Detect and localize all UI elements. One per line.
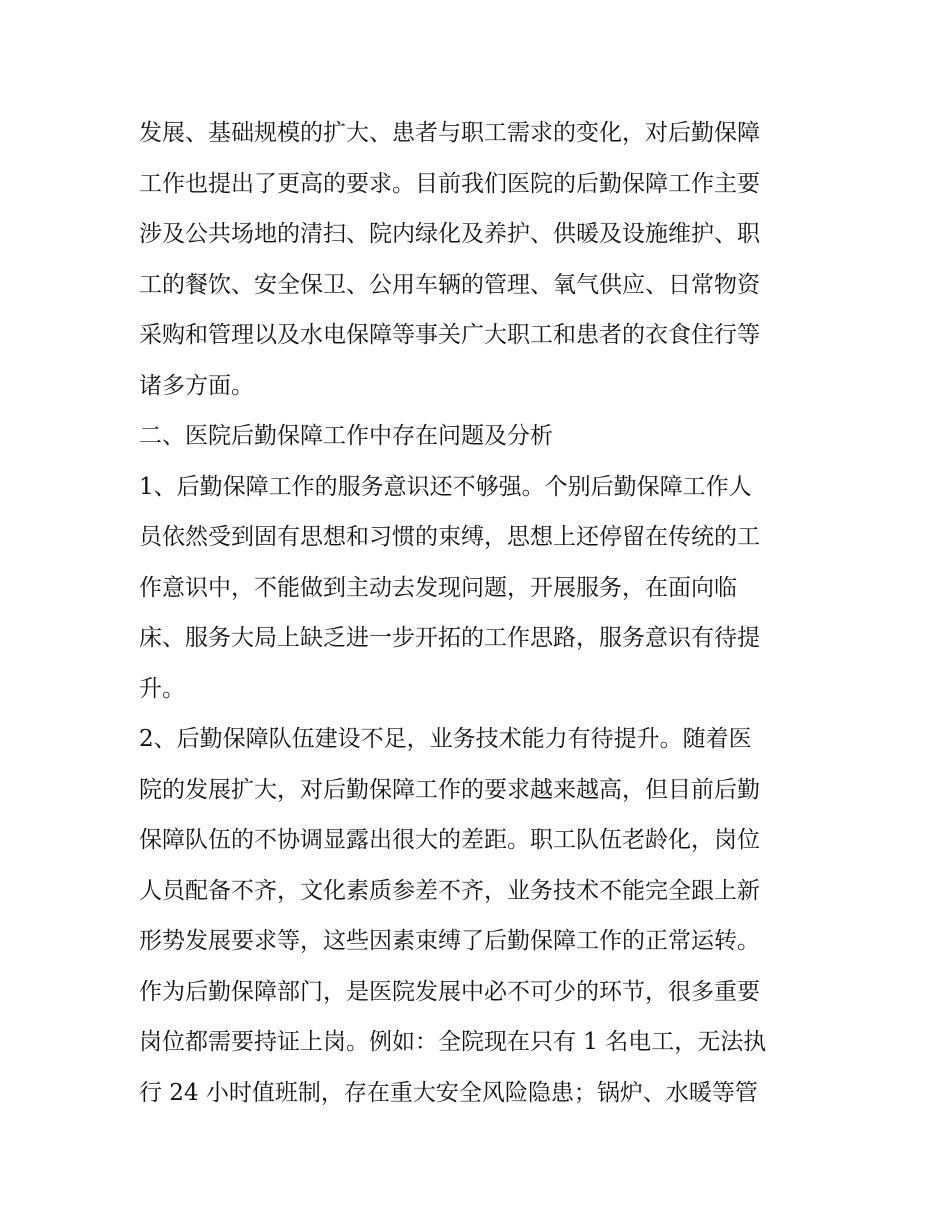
text-line: 员依然受到固有思想和习惯的束缚，思想上还停留在传统的工 xyxy=(139,524,760,550)
text-line: 诸多方面。 xyxy=(139,372,254,399)
document-body xyxy=(139,108,819,1118)
text-line: 升。 xyxy=(139,675,185,702)
text-line: 床、服务大局上缺乏进一步开拓的工作思路，服务意识有待提 xyxy=(139,625,760,651)
text-line: 作为后勤保障部门，是医院发展中必不可少的环节，很多重要 xyxy=(139,978,760,1005)
text-line: 工作也提出了更高的要求。目前我们医院的后勤保障工作主要 xyxy=(139,170,760,197)
text-line: 2、后勤保障队伍建设不足，业务技术能力有待提升。随着医 xyxy=(139,726,752,752)
text-line: 工的餐饮、安全保卫、公用车辆的管理、氧气供应、日常物资 xyxy=(139,271,760,298)
text-line: 1、后勤保障工作的服务意识还不够强。个别后勤保障工作人 xyxy=(139,473,752,500)
text-line: 保障队伍的不协调显露出很大的差距。职工队伍老龄化，岗位 xyxy=(139,827,760,853)
text-line: 采购和管理以及水电保障等事关广大职工和患者的衣食住行等 xyxy=(139,322,760,348)
text-line: 院的发展扩大，对后勤保障工作的要求越来越高，但目前后勤 xyxy=(139,776,760,803)
text-line: 形势发展要求等，这些因素束缚了后勤保障工作的正常运转。 xyxy=(139,928,760,954)
text-line: 发展、基础规模的扩大、患者与职工需求的变化，对后勤保障 xyxy=(139,120,760,146)
text-line: 岗位都需要持证上岗。例如：全院现在只有 1 名电工，无法执 xyxy=(139,1029,767,1055)
text-line: 行 24 小时值班制，存在重大安全风险隐患；锅炉、水暖等管 xyxy=(139,1079,758,1106)
section-heading: 二、医院后勤保障工作中存在问题及分析 xyxy=(139,423,553,449)
text-line: 作意识中，不能做到主动去发现问题，开展服务，在面向临 xyxy=(139,574,737,601)
text-line: 人员配备不齐，文化素质参差不齐，业务技术不能完全跟上新 xyxy=(139,877,760,904)
text-line: 涉及公共场地的清扫、院内绿化及养护、供暖及设施维护、职 xyxy=(139,221,760,247)
